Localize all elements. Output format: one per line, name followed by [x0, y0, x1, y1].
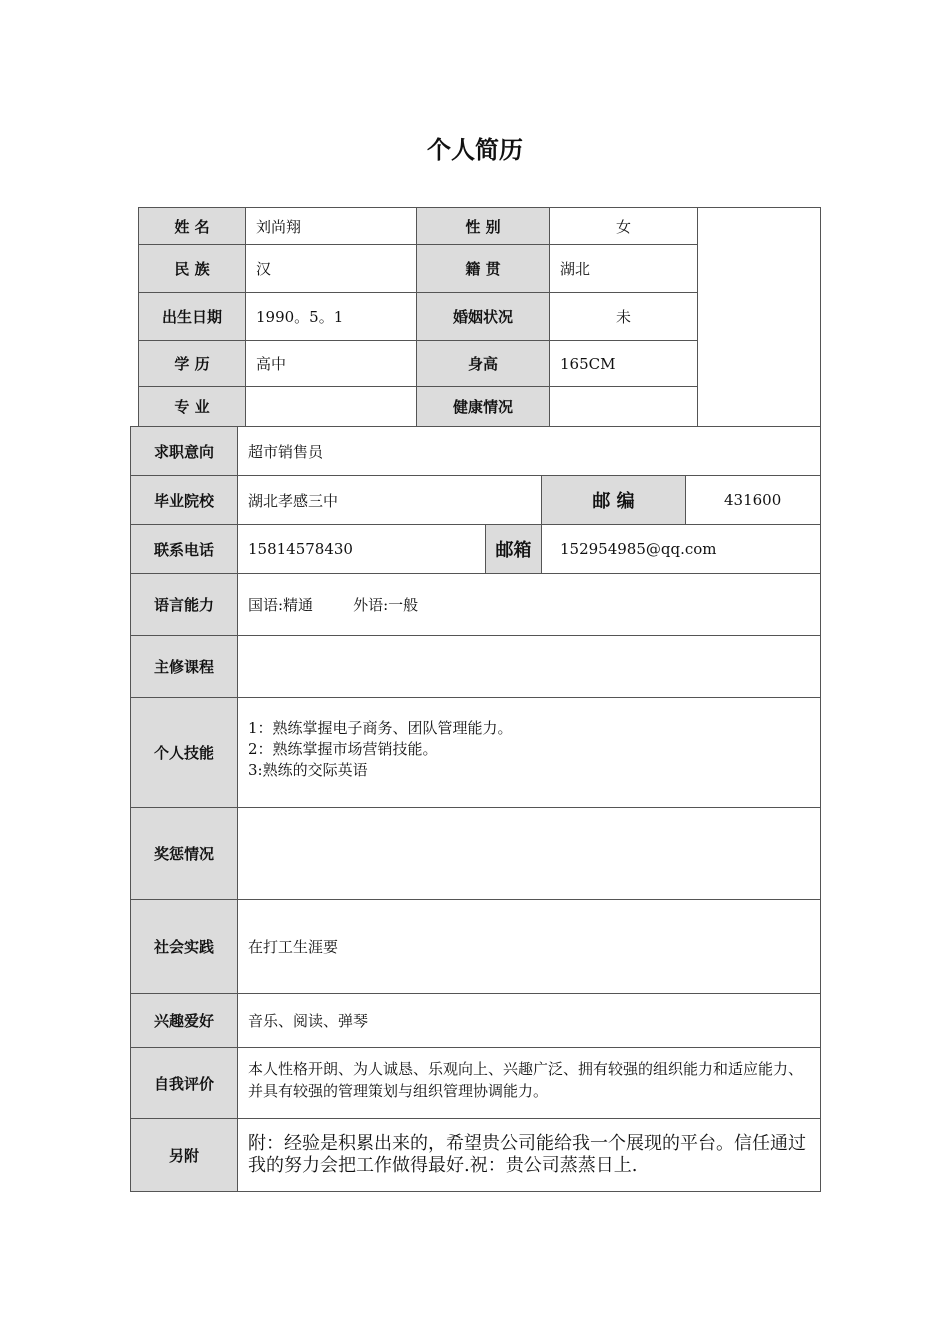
extra-value: 附：经验是积累出来的，希望贵公司能给我一个展现的平台。信任通过我的努力会把工作做得最好.祝：贵公司蒸蒸日上.: [237, 1118, 821, 1192]
ethnicity-value: 汉: [245, 244, 417, 293]
skill-item-2: 2：熟练掌握市场营销技能。: [248, 740, 438, 758]
major-value: [245, 386, 417, 427]
self-eval-value: 本人性格开朗、为人诚恳、乐观向上、兴趣广泛、拥有较强的组织能力和适应能力、并具有较强的管理策划与组织管理协调能力。: [237, 1047, 821, 1119]
zip-label: 邮 编: [541, 475, 686, 525]
native-value: 湖北: [549, 244, 698, 293]
job-value: 超市销售员: [237, 426, 821, 476]
skill-item-1: 1：熟练掌握电子商务、团队管理能力。: [248, 719, 513, 737]
education-label: 学 历: [138, 340, 246, 387]
name-value: 刘尚翔: [245, 207, 417, 245]
school-value: 湖北孝感三中: [237, 475, 542, 525]
gender-value: 女: [549, 207, 698, 245]
language-label: 语言能力: [130, 573, 238, 636]
hobbies-value: 音乐、阅读、弹琴: [237, 993, 821, 1048]
email-value: 152954985@qq.com: [541, 524, 821, 574]
name-label: 姓 名: [138, 207, 246, 245]
major-label: 专 业: [138, 386, 246, 427]
marital-label: 婚姻状况: [416, 292, 550, 341]
education-value: 高中: [245, 340, 417, 387]
skill-item-3: 3:熟练的交际英语: [248, 761, 368, 779]
school-label: 毕业院校: [130, 475, 238, 525]
health-value: [549, 386, 698, 427]
zip-value: 431600: [685, 475, 821, 525]
photo-area: [697, 207, 821, 427]
awards-label: 奖惩情况: [130, 807, 238, 900]
skills-value: [237, 697, 821, 808]
page-title: 个人简历: [427, 136, 523, 164]
courses-value: [237, 635, 821, 698]
native-label: 籍 贯: [416, 244, 550, 293]
hobbies-label: 兴趣爱好: [130, 993, 238, 1048]
self-eval-label: 自我评价: [130, 1047, 238, 1119]
health-label: 健康情况: [416, 386, 550, 427]
skills-label: 个人技能: [130, 697, 238, 808]
foreign-level: 外语:一般: [353, 596, 419, 614]
extra-label: 另附: [130, 1118, 238, 1192]
mandarin-level: 国语:精通: [248, 596, 314, 614]
practice-value: 在打工生涯要: [237, 899, 821, 994]
phone-value: 15814578430: [237, 524, 486, 574]
height-value: 165CM: [549, 340, 698, 387]
language-value: [237, 573, 821, 636]
ethnicity-label: 民 族: [138, 244, 246, 293]
gender-label: 性 别: [416, 207, 550, 245]
marital-value: 未: [549, 292, 698, 341]
phone-label: 联系电话: [130, 524, 238, 574]
job-label: 求职意向: [130, 426, 238, 476]
awards-value: [237, 807, 821, 900]
height-label: 身高: [416, 340, 550, 387]
practice-label: 社会实践: [130, 899, 238, 994]
email-label: 邮箱: [485, 524, 542, 574]
birth-value: 1990。5。1: [245, 292, 417, 341]
courses-label: 主修课程: [130, 635, 238, 698]
birth-label: 出生日期: [138, 292, 246, 341]
